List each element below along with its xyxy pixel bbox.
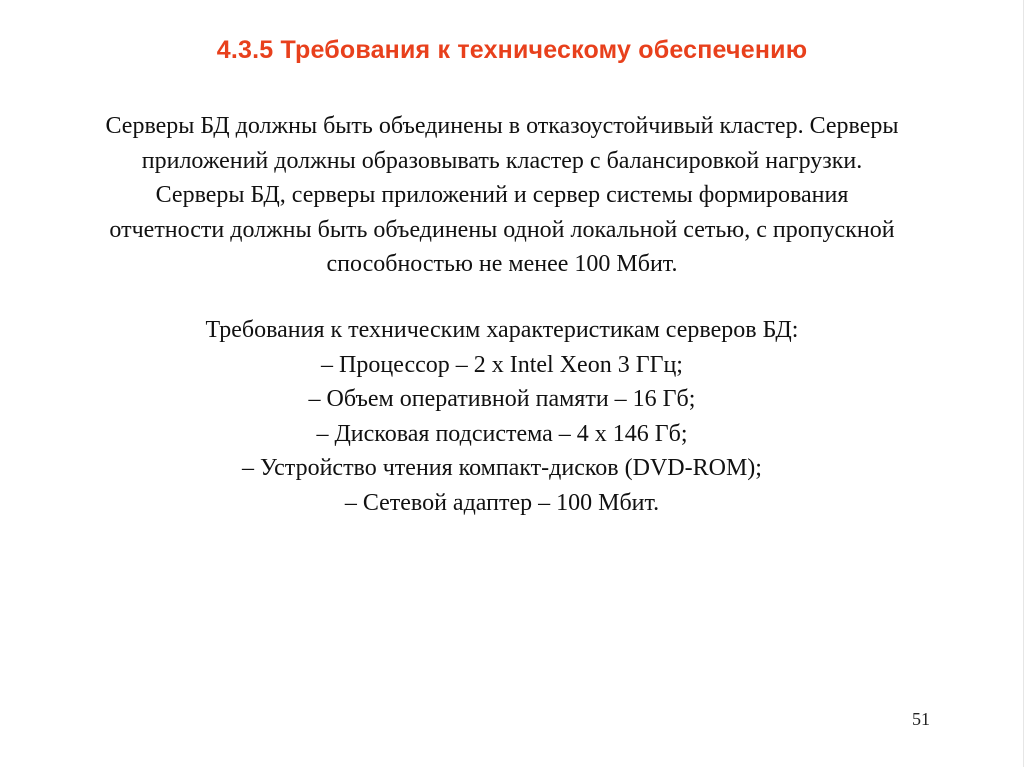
text-line: Серверы БД, серверы приложений и сервер системы формирования [155, 182, 849, 209]
slide-title: 4.3.5 Требования к техническому обеспечению [216, 36, 808, 64]
text-line: отчетности должны быть объединены одной локальной сетью, с пропускной [109, 216, 895, 243]
spec-item-ram: – Объем оперативной памяти – 16 Гб; [308, 386, 696, 413]
spec-item-disk: – Дисковая подсистема – 4 x 146 Гб; [316, 420, 688, 447]
paragraph-cluster-requirements [0, 109, 1004, 282]
spec-item-cpu: – Процессор – 2 x Intel Xeon 3 ГГц; [321, 351, 683, 378]
paragraph-server-specs [0, 313, 1004, 521]
text-line: Серверы БД должны быть объединены в отказоустойчивый кластер. Серверы [105, 113, 899, 139]
text-line: приложений должны образовывать кластер с балансировкой нагрузки. [141, 147, 863, 174]
spec-item-dvd: – Устройство чтения компакт-дисков (DVD-ROM); [242, 455, 762, 482]
specs-heading: Требования к техническим характеристикам серверов БД: [205, 317, 799, 343]
text-line: способностью не менее 100 Мбит. [326, 251, 678, 278]
spec-item-network: – Сетевой адаптер – 100 Мбит. [344, 489, 660, 516]
page-number: 51 [912, 709, 930, 729]
